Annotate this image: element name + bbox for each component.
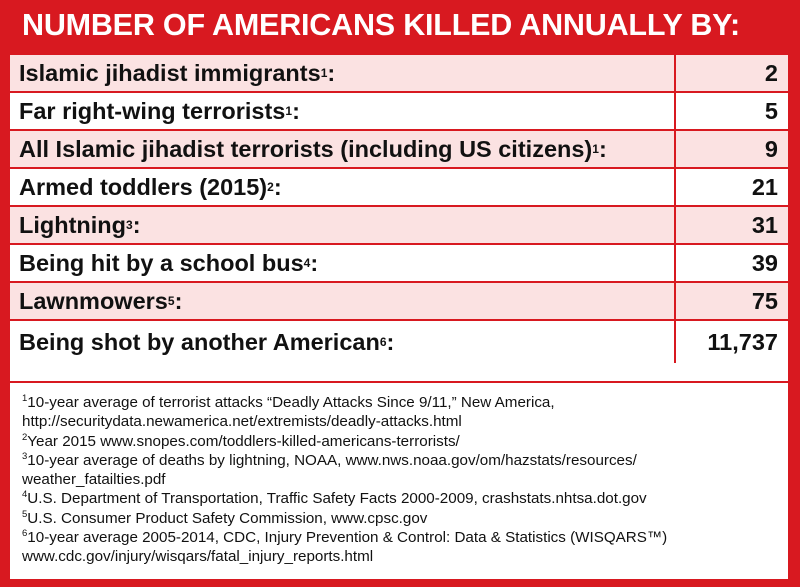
row-label-cell: All Islamic jihadist terrorists (including US citizens) 1 : <box>10 131 676 167</box>
footnote-continuation: weather_fatailties.pdf <box>22 471 166 489</box>
row-label: Far right-wing terrorists <box>19 97 286 124</box>
row-label-cell: Armed toddlers (2015) 2 : <box>10 169 676 205</box>
footnote-text: U.S. Department of Transportation, Traffic Safety Facts 2000-2009, crashstats.nhtsa.dot.gov <box>27 490 647 508</box>
label-colon: : <box>174 287 183 314</box>
row-value: 2 <box>764 59 778 86</box>
row-label-cell: Lawnmowers 5 : <box>10 283 676 319</box>
row-value: 11,737 <box>707 328 778 355</box>
label-colon: : <box>132 211 141 238</box>
row-label-cell: Islamic jihadist immigrants 1 : <box>10 55 676 91</box>
table-row <box>10 207 788 245</box>
row-label: Armed toddlers (2015) <box>19 173 268 200</box>
footnote <box>22 489 788 508</box>
table-row <box>10 245 788 283</box>
row-label: All Islamic jihadist terrorists (including US citizens) <box>19 135 593 162</box>
footnote-text: 10-year average of terrorist attacks “Deadly Attacks Since 9/11,” New America, <box>27 394 555 411</box>
label-colon: : <box>327 59 336 86</box>
footnote-number: 1 <box>22 393 28 404</box>
row-value: 39 <box>751 249 778 276</box>
footnote-text: Year 2015 www.snopes.com/toddlers-killed-americans-terrorists/ <box>27 432 460 450</box>
row-label-cell: Far right-wing terrorists 1 : <box>10 93 676 129</box>
row-value: 75 <box>751 287 778 314</box>
label-colon: : <box>292 97 300 124</box>
table-row <box>10 93 788 131</box>
footnote-number: 2 <box>22 431 28 443</box>
table-row <box>10 169 788 207</box>
footnotes-panel <box>10 383 788 579</box>
footnote <box>22 509 788 528</box>
footnote <box>22 451 788 470</box>
footnote <box>22 393 788 412</box>
row-label: Islamic jihadist immigrants <box>19 59 321 86</box>
row-value: 21 <box>751 173 778 200</box>
footnote-text: U.S. Consumer Product Safety Commission, www.cpsc.gov <box>27 509 428 527</box>
footnote <box>22 432 788 451</box>
footnote-number: 6 <box>22 528 28 540</box>
row-label-cell: Lightning 3 : <box>10 207 676 243</box>
footnote-number: 4 <box>22 489 28 501</box>
footnote-number: 3 <box>22 450 28 462</box>
footnote-text: 10-year average of deaths by lightning, NOAA, www.nws.noaa.gov/om/hazstats/resources/ <box>27 451 637 469</box>
row-label: Being hit by a school bus <box>19 249 304 276</box>
row-value: 31 <box>751 211 778 238</box>
infographic-title: NUMBER OF AMERICANS KILLED ANNUALLY BY: <box>22 8 740 42</box>
label-colon: : <box>598 135 607 162</box>
label-colon: : <box>273 173 282 200</box>
deaths-table <box>10 55 788 381</box>
row-label-cell: Being hit by a school bus 4 : <box>10 245 676 281</box>
row-label: Lawnmowers <box>19 287 168 314</box>
row-value: 9 <box>764 135 778 162</box>
label-colon: : <box>310 249 319 276</box>
footnote <box>22 528 788 547</box>
row-label: Lightning <box>19 211 127 238</box>
label-colon: : <box>386 328 395 355</box>
row-label-cell: Being shot by another American 6 : <box>10 321 676 363</box>
footnote-text: 10-year average 2005-2014, CDC, Injury Prevention & Control: Data & Statistics (WISQARS™) <box>27 529 668 547</box>
table-row <box>10 283 788 321</box>
table-row <box>10 321 788 363</box>
footnote-number: 5 <box>22 508 28 520</box>
row-value: 5 <box>764 97 778 124</box>
footnote-continuation: www.cdc.gov/injury/wisqars/fatal_injury_reports.html <box>22 548 374 566</box>
footnote-continuation: http://securitydata.newamerica.net/extremists/deadly-attacks.html <box>22 413 462 431</box>
table-row <box>10 55 788 93</box>
table-row <box>10 131 788 169</box>
row-label: Being shot by another American <box>19 328 380 355</box>
